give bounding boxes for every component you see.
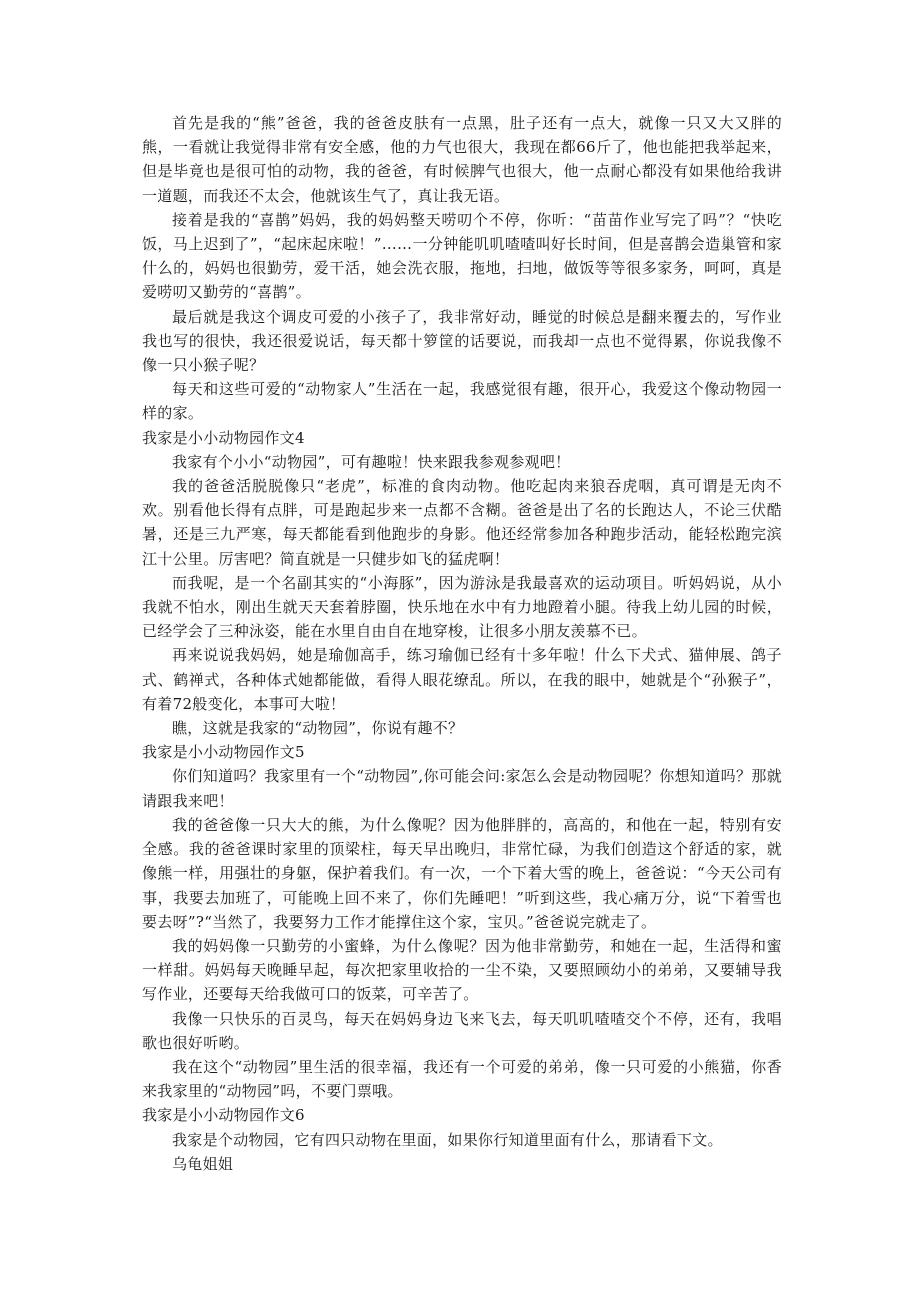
paragraph-mother-bee: 我的妈妈像一只勤劳的小蜜蜂，为什么像呢？因为他非常勤劳，和她在一起，生活得和蜜一样甜。妈妈每天晚睡早起，每次把家里收拾的一尘不染，又要照顾幼小的弟弟，又要辅导我写作业，还要每天给我做可口的饭菜，可辛苦了。 <box>142 936 782 1004</box>
paragraph-me-monkey: 最后就是我这个调皮可爱的小孩子了，我非常好动，睡觉的时候总是翻来覆去的，写作业我也写的很快，我还很爱说话，每天都十箩筐的话要说，而我却一点也不觉得累，你说我像不像一只小猴子呢？ <box>142 307 782 375</box>
essay-title-5: 我家是小小动物园作文5 <box>142 743 305 762</box>
paragraph-father-bear: 首先是我的“熊”爸爸，我的爸爸皮肤有一点黑，肚子还有一点大，就像一只又大又胖的熊，一看就让我觉得非常有安全感，他的力气也很大，我现在都66斤了，他也能把我举起来，但是毕竟也是很可怕的动物，我的爸爸，有时候脾气也很大，他一点耐心都没有如果他给我讲一道题，而我还不太会，他就该生气了，真让我无语。 <box>142 114 782 205</box>
paragraph-family-zoo: 每天和这些可爱的“动物家人”生活在一起，我感觉很有趣，很开心，我爱这个像动物园一样的家。 <box>142 380 782 423</box>
paragraph-intro-6: 我家是个动物园，它有四只动物在里面，如果你行知道里面有什么，那请看下文。 <box>172 1130 723 1149</box>
paragraph-father-tiger: 我的爸爸活脱脱像只“老虎”，标准的食肉动物。他吃起肉来狼吞虎咽，真可谓是无肉不欢。别看他长得有点胖，可是跑起步来一点都不含糊。爸爸是出了名的长跑达人，不论三伏酷暑，还是三九严寒，每天都能看到他跑步的身影。他还经常参加各种跑步活动，能轻松跑完滨江十公里。厉害吧？简直就是一只健步如飞的猛虎啊！ <box>142 477 782 568</box>
essay-title-6: 我家是小小动物园作文6 <box>142 1106 305 1125</box>
paragraph-conclusion-5: 我在这个“动物园”里生活的很幸福，我还有一个可爱的弟弟，像一只可爱的小熊猫，你香来我家里的“动物园”吗，不要门票哦。 <box>142 1057 782 1101</box>
paragraph-intro-zoo: 我家有个小小“动物园”，可有趣啦！快来跟我参观参观吧！ <box>172 452 571 471</box>
paragraph-intro-5: 你们知道吗？我家里有一个“动物园”,你可能会问:家怎么会是动物园呢？你想知道吗？那就请跟我来吧！ <box>142 767 782 810</box>
paragraph-father-big-bear: 我的爸爸像一只大大的熊，为什么像呢？因为他胖胖的，高高的，和他在一起，特别有安全感。我的爸爸课时家里的顶梁柱，每天早出晚归，非常忙碌，为我们创造这个舒适的家，就像熊一样，用强壮的身躯，保护着我们。有一次，一个下着大雪的晚上，爸爸说：“今天公司有事，我要去加班了，可能晚上回不来了，你们先睡吧！”听到这些，我心痛万分，说“下着雪也要去呀”?“当然了，我要努力工作才能撑住这个家，宝贝。”爸爸说完就走了。 <box>142 815 782 931</box>
paragraph-mother-magpie: 接着是我的“喜鹊”妈妈，我的妈妈整天唠叨个不停，你听：“苗苗作业写完了吗”？“快吃饭，马上迟到了”，“起床起床啦！”……一分钟能叽叽喳喳叫好长时间，但是喜鹊会造巢管和家什么的，妈妈也很勤劳，爱干活，她会洗衣服，拖地，扫地，做饭等等很多家务，呵呵，真是爱唠叨又勤劳的“喜鹊”。 <box>142 210 782 302</box>
paragraph-me-lark: 我像一只快乐的百灵鸟，每天在妈妈身边飞来飞去，每天叽叽喳喳交个不停，还有，我唱歌也很好听哟。 <box>142 1009 782 1052</box>
paragraph-conclusion-4: 瞧，这就是我家的“动物园”，你说有趣不？ <box>172 719 464 738</box>
paragraph-mother-monkey-king: 再来说说我妈妈，她是瑜伽高手，练习瑜伽已经有十多年啦！什么下犬式、猫伸展、鸽子式、鹤禅式，各种体式她都能做，看得人眼花缭乱。所以，在我的眼中，她就是个“孙猴子”，有着72般变化，本事可大啦！ <box>142 646 782 713</box>
subheading-turtle-sister: 乌龟姐姐 <box>172 1154 234 1173</box>
essay-title-4: 我家是小小动物园作文4 <box>142 428 305 447</box>
paragraph-me-dolphin: 而我呢，是一个名副其实的“小海豚”，因为游泳是我最喜欢的运动项目。听妈妈说，从小我就不怕水，刚出生就天天套着脖圈，快乐地在水中有力地蹬着小腿。待我上幼儿园的时候，已经学会了三种泳姿，能在水里自由自在地穿梭，让很多小朋友羡慕不已。 <box>142 573 782 641</box>
document-body <box>142 111 782 1176</box>
